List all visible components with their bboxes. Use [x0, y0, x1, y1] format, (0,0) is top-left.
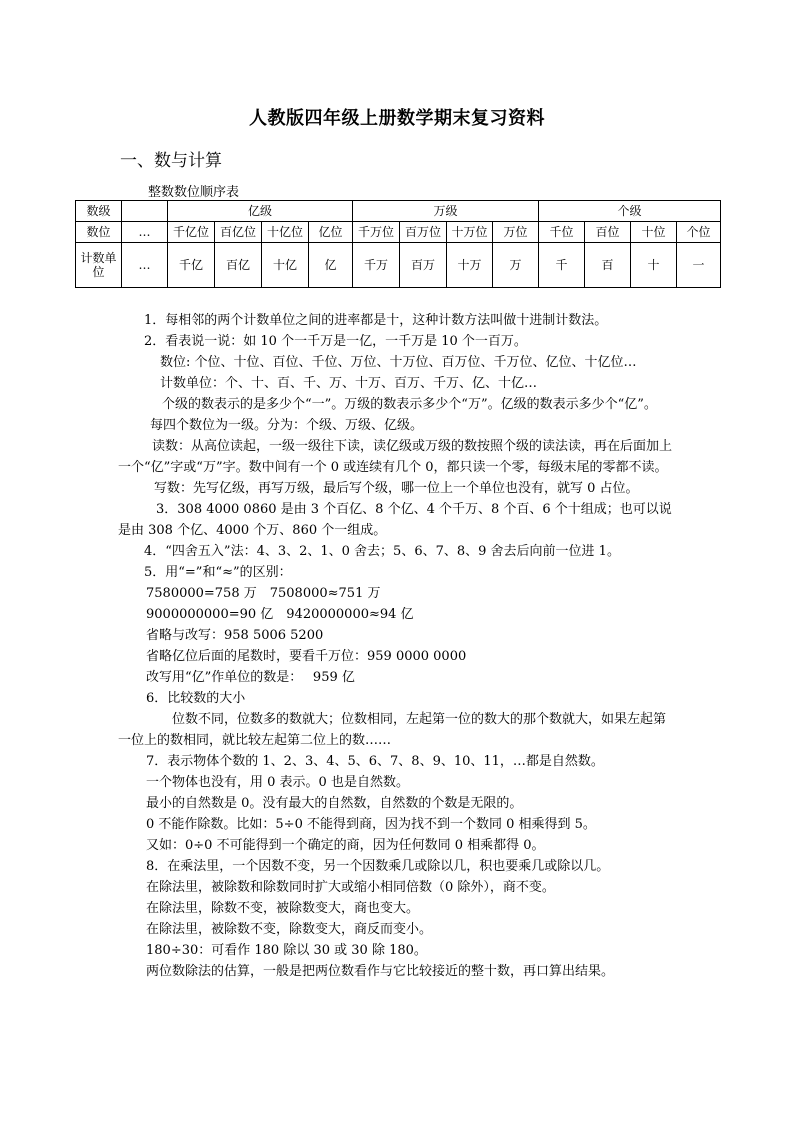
page-title: 人教版四年级上册数学期末复习资料	[249, 108, 545, 129]
table-caption: 整数数位顺序表	[148, 185, 240, 200]
table-cell: 百亿位	[215, 222, 262, 243]
table-cell: 万位	[493, 222, 539, 243]
paragraph: 一个物体也没有，用 0 表示。0 也是自然数。	[146, 775, 409, 790]
paragraph: 9000000000=90 亿 9420000000≈94 亿	[146, 607, 414, 622]
table-cell: 十亿位	[262, 222, 309, 243]
table-cell: …	[122, 243, 168, 288]
paragraph: 省略亿位后面的尾数时，要看千万位：959 0000 0000	[146, 649, 467, 664]
table-cell: 万级	[353, 201, 539, 222]
table-cell: 百	[585, 243, 631, 288]
table-cell: 亿	[309, 243, 353, 288]
table-cell: 千亿位	[168, 222, 215, 243]
paragraph: 7．表示物体个数的 1、2、3、4、5、6、7、8、9、10、11，…都是自然数。	[146, 754, 604, 769]
table-cell: 数级	[76, 201, 122, 222]
table-cell: 万	[493, 243, 539, 288]
paragraph: 在除法里，除数不变，被除数变大，商也变大。	[146, 901, 420, 916]
table-cell: 计数单位	[76, 243, 122, 288]
paragraph: 写数：先写亿级，再写万级，最后写个级，哪一位上一个单位也没有，就写 0 占位。	[154, 481, 639, 496]
table-cell: 百万位	[400, 222, 447, 243]
paragraph: 1．每相邻的两个计数单位之间的进率都是十，这种计数方法叫做十进制计数法。	[144, 313, 608, 328]
section-heading: 一、数与计算	[120, 151, 222, 171]
paragraph: 省略与改写：958 5006 5200	[146, 628, 324, 643]
paragraph: 最小的自然数是 0。没有最大的自然数，自然数的个数是无限的。	[146, 796, 523, 811]
table-row	[76, 243, 721, 288]
paragraph: 计数单位：个、十、百、千、万、十万、百万、千万、亿、十亿…	[160, 376, 538, 391]
table-cell: 个级	[539, 201, 721, 222]
paragraph: 又如：0÷0 不可能得到一个确定的商，因为任何数同 0 相乘都得 0。	[146, 838, 545, 853]
table-cell: 百万	[400, 243, 447, 288]
paragraph: 6．比较数的大小	[146, 691, 246, 706]
table-cell: 亿位	[309, 222, 353, 243]
table-cell: 千亿	[168, 243, 215, 288]
table-cell: 千	[539, 243, 585, 288]
table-cell: 千万	[353, 243, 400, 288]
paragraph: 位数不同，位数多的数就大；位数相同，左起第一位的数大的那个数就大，如果左起第一位上的数相同，就比较左起第二位上的数……	[118, 712, 667, 748]
table-cell: 个位	[677, 222, 721, 243]
paragraph: 数位: 个位、十位、百位、千位、万位、十万位、百万位、千万位、亿位、十亿位…	[160, 355, 637, 370]
table-cell: 十位	[631, 222, 677, 243]
paragraph: 180÷30：可看作 180 除以 30 或 30 除 180。	[146, 943, 427, 958]
table-cell: 百位	[585, 222, 631, 243]
table-cell	[122, 201, 168, 222]
place-value-table	[75, 200, 721, 288]
paragraph: 0 不能作除数。比如：5÷0 不能得到商，因为找不到一个数同 0 相乘得到 5。	[146, 817, 596, 832]
table-cell: 百亿	[215, 243, 262, 288]
table-cell: 数位	[76, 222, 122, 243]
paragraph: 4．“四舍五入”法：4、3、2、1、0 舍去；5、6、7、8、9 舍去后向前一位进 1。	[144, 544, 620, 559]
paragraph: 个级的数表示的是多少个“一”。万级的数表示多少个“万”。亿级的数表示多少个“亿”。	[162, 397, 657, 412]
table-cell: 十亿	[262, 243, 309, 288]
paragraph: 7580000=758 万 7508000≈751 万	[146, 586, 381, 601]
table-cell: 十	[631, 243, 677, 288]
paragraph: 5．用“=”和“≈”的区别：	[144, 565, 292, 580]
table-cell: 千万位	[353, 222, 400, 243]
paragraph: 8．在乘法里，一个因数不变，另一个因数乘几或除以几，积也要乘几或除以几。	[146, 859, 610, 874]
table-cell: 亿级	[168, 201, 353, 222]
table-row	[76, 222, 721, 243]
paragraph: 改写用“亿”作单位的数是： 959 亿	[146, 670, 355, 685]
table-row	[76, 201, 721, 222]
table-cell: 千位	[539, 222, 585, 243]
paragraph: 2．看表说一说：如 10 个一千万是一亿，一千万是 10 个一百万。	[144, 334, 527, 349]
paragraph: 在除法里，被除数不变，除数变大，商反而变小。	[146, 922, 433, 937]
table-cell: 十万位	[447, 222, 493, 243]
paragraph: 3．308 4000 0860 是由 3 个百亿、8 个亿、4 个千万、8 个百、6 个十组成；也可以说是由 308 个亿、4000 个万、860 个一组成。	[118, 502, 672, 538]
paragraph: 读数：从高位读起，一级一级往下读，读亿级或万级的数按照个级的读法读，再在后面加上一个“亿”字或“万”字。数中间有一个 0 或连续有几个 0，都只读一个零，每级末尾的零都不读。	[118, 439, 673, 475]
body-text	[118, 310, 678, 982]
paragraph: 每四个数位为一级。分为：个级、万级、亿级。	[150, 418, 424, 433]
table-cell: 一	[677, 243, 721, 288]
paragraph: 在除法里，被除数和除数同时扩大或缩小相同倍数（0 除外），商不变。	[146, 880, 555, 895]
table-cell: …	[122, 222, 168, 243]
paragraph: 两位数除法的估算，一般是把两位数看作与它比较接近的整十数，再口算出结果。	[146, 964, 615, 979]
table-cell: 十万	[447, 243, 493, 288]
